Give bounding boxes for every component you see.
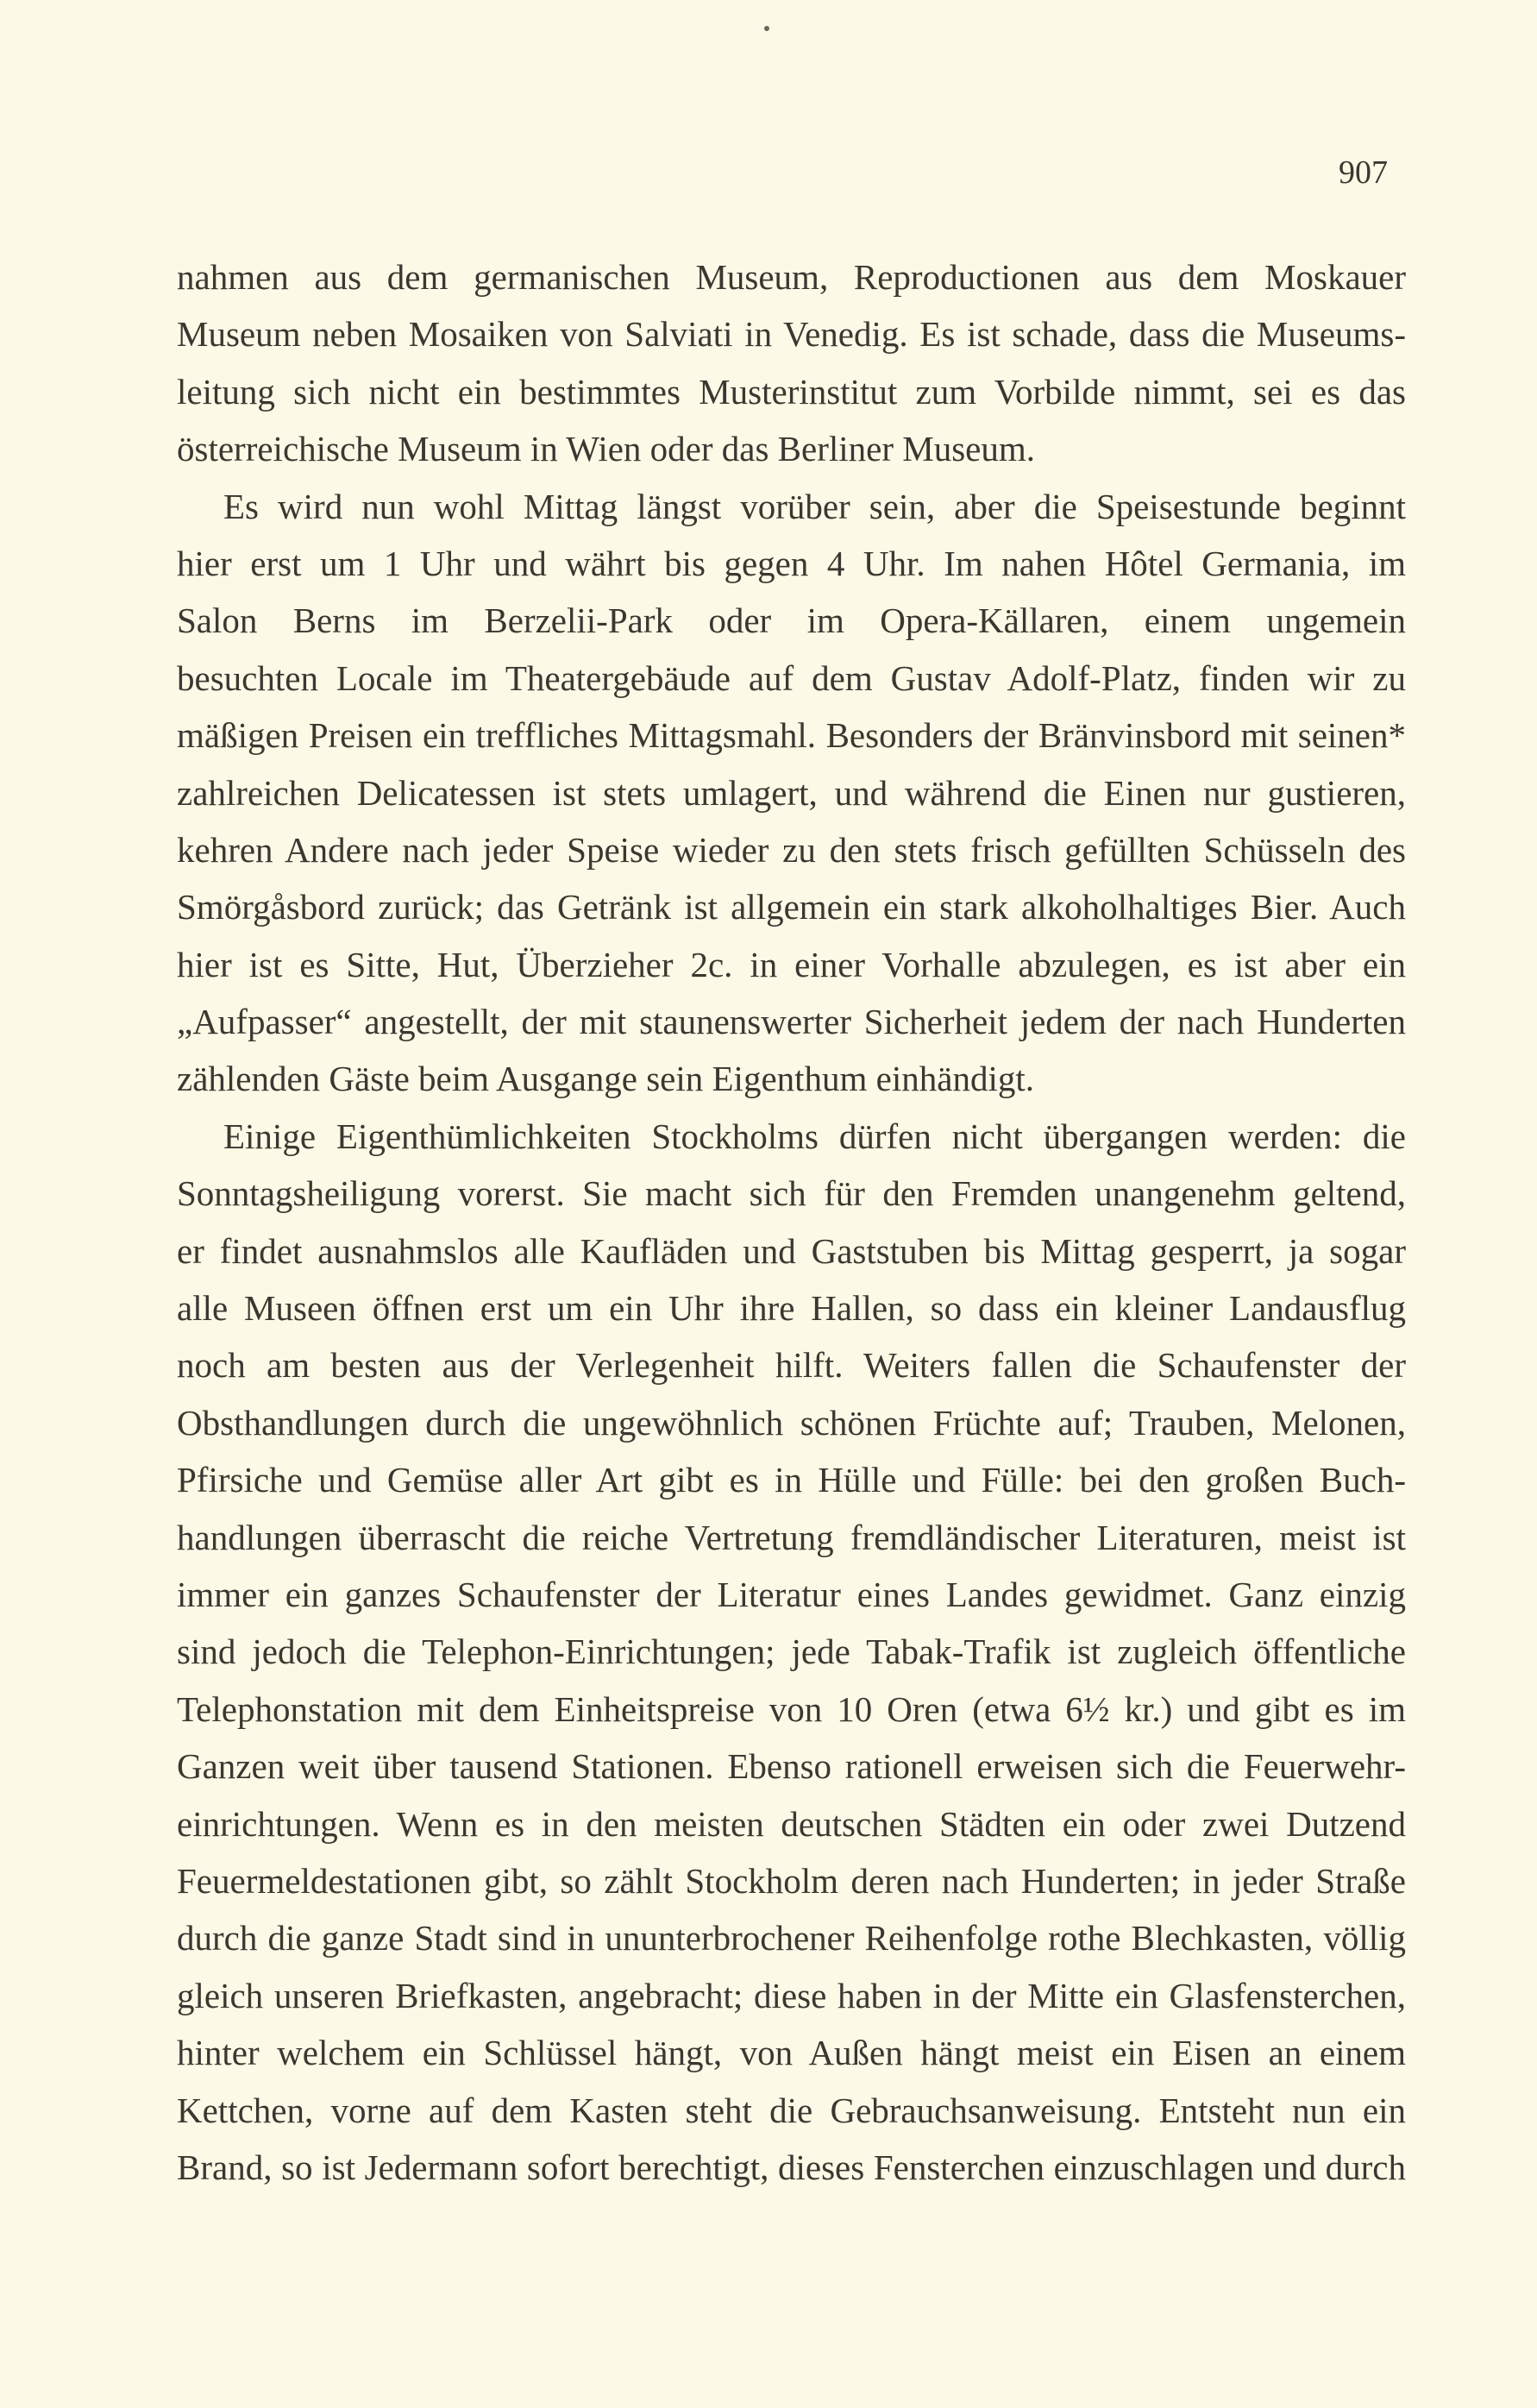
text-line: Kettchen, vorne auf dem Kasten steht die Gebrauchsanweisung. Entsteht nun ein [177,2090,1406,2130]
text-line: Smörgåsbord zurück; das Getränk ist allgemein ein stark alkoholhaltiges Bier. Auch [177,887,1406,927]
text-line: „Aufpasser“ angestellt, der mit staunenswerter Sicherheit jedem der nach Hunderten [177,1002,1406,1042]
text-line: einrichtungen. Wenn es in den meisten deutschen Städten ein oder zwei Dutzend [177,1803,1406,1844]
text-line: hier ist es Sitte, Hut, Überzieher 2c. in einer Vorhalle abzulegen, es ist aber ein [177,944,1406,984]
text-line: Sonntagsheiligung vorerst. Sie macht sich für den Fremden unangenehm geltend, [177,1173,1406,1214]
text-line: hinter welchem ein Schlüssel hängt, von Außen hängt meist ein Eisen an einem [177,2033,1406,2073]
text-line: zahlreichen Delicatessen ist stets umlagert, und während die Einen nur gustieren, [177,772,1406,813]
text-line: nahmen aus dem germanischen Museum, Reproductionen aus dem Moskauer [177,257,1406,297]
text-line: Einige Eigenthümlichkeiten Stockholms dürfen nicht übergangen werden: die [223,1116,1406,1156]
text-line: hier erst um 1 Uhr und währt bis gegen 4 Uhr. Im nahen Hôtel Germania, im [177,543,1406,583]
text-line: noch am besten aus der Verlegenheit hilft. Weiters fallen die Schaufenster der [177,1345,1406,1386]
page-number: 907 [1339,154,1388,191]
text-line: kehren Andere nach jeder Speise wieder zu den stets frisch gefüllten Schüsseln des [177,829,1406,870]
text-line: besuchten Locale im Theatergebäude auf dem Gustav Adolf-Platz, finden wir zu [177,657,1406,698]
text-line: Salon Berns im Berzelii-Park oder im Opera-Källaren, einem ungemein [177,600,1406,641]
text-line: Feuermeldestationen gibt, so zählt Stockholm deren nach Hunderten; in jeder Straße [177,1860,1406,1901]
scan-mark [764,26,769,31]
text-line: Obsthandlungen durch die ungewöhnlich schönen Früchte auf; Trauben, Melonen, [177,1402,1406,1443]
text-line: er findet ausnahmslos alle Kaufläden und Gaststuben bis Mittag gesperrt, ja sogar [177,1230,1406,1271]
text-line: österreichische Museum in Wien oder das Berliner Museum. [177,429,1036,469]
text-line: alle Museen öffnen erst um ein Uhr ihre Hallen, so dass ein kleiner Landausflug [177,1288,1406,1329]
text-line: immer ein ganzes Schaufenster der Literatur eines Landes gewidmet. Ganz einzig [177,1574,1406,1614]
text-line: Es wird nun wohl Mittag längst vorüber sein, aber die Speisestunde beginnt [223,486,1406,526]
text-line: sind jedoch die Telephon-Einrichtungen; jede Tabak-Trafik ist zugleich öffentliche [177,1632,1406,1672]
body-text [177,248,1406,2196]
text-line: gleich unseren Briefkasten, angebracht; diese haben in der Mitte ein Glasfensterchen, [177,1975,1406,2015]
text-line: mäßigen Preisen ein treffliches Mittagsmahl. Besonders der Bränvinsbord mit seinen* [177,715,1406,756]
text-line: leitung sich nicht ein bestimmtes Musterinstitut zum Vorbilde nimmt, sei es das [177,371,1406,412]
text-line: Ganzen weit über tausend Stationen. Ebenso rationell erweisen sich die Feuerwehr- [177,1746,1406,1787]
text-line: Telephonstation mit dem Einheitspreise von 10 Oren (etwa 6½ kr.) und gibt es im [177,1688,1406,1729]
text-line: durch die ganze Stadt sind in ununterbrochener Reihenfolge rothe Blechkasten, völlig [177,1918,1406,1958]
text-line: handlungen überrascht die reiche Vertretung fremdländischer Literaturen, meist ist [177,1517,1406,1557]
text-line: Pfirsiche und Gemüse aller Art gibt es in Hülle und Fülle: bei den großen Buch- [177,1460,1406,1500]
text-line: Museum neben Mosaiken von Salviati in Venedig. Es ist schade, dass die Museums- [177,314,1406,355]
text-line: Brand, so ist Jedermann sofort berechtigt, dieses Fensterchen einzuschlagen und durch [177,2147,1406,2187]
text-line: zählenden Gäste beim Ausgange sein Eigenthum einhändigt. [177,1059,1034,1099]
